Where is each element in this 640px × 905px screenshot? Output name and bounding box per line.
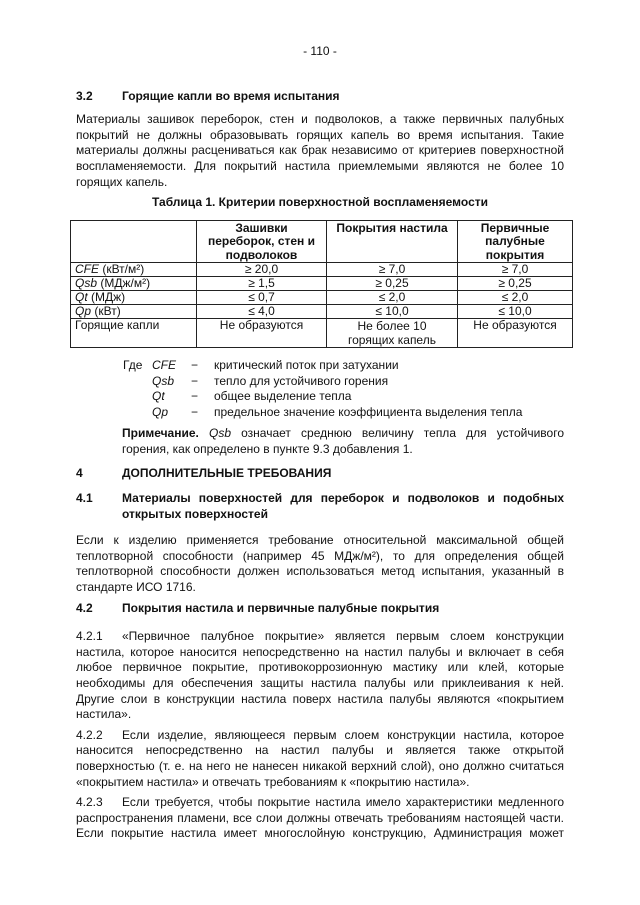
legend-spacer	[123, 405, 152, 421]
legend-description: критический поток при затухании	[214, 358, 399, 373]
table-header: Зашивки переборок, стен и подволоков	[197, 220, 327, 263]
table-cell: ≤ 0,7	[197, 291, 327, 305]
table-cell: Не образуются	[458, 319, 573, 348]
paragraph: Если к изделию применяется требование относительной максимальной общей теплотворной способности (например 45 МДж/м²), то для определения общей теплотворной способности должен использоваться метод испытания, указанный в стандарте ИСО 1716.	[76, 533, 564, 594]
table-cell: ≥ 7,0	[327, 263, 458, 277]
table-header: Покрытия настила	[327, 220, 458, 263]
legend-spacer	[123, 374, 152, 390]
para-text: «Первичное палубное покрытие» является первым слоем конструкции настила, которое наносится непосредственно на настил палубы и включает в себя любое первичное покрытие, противокоррозионную мастику или клей, которые необходимы для обеспечения защиты настила палубы или приклеивания к ней. Другие слои в конструкции настила поверх настила палубы являются «покрытием настила».	[76, 629, 564, 722]
section-number: 4.2	[76, 600, 93, 615]
note-text: означает среднюю величину тепла для устойчивого горения, как определено в пункте 9.3 добавления 1.	[122, 426, 564, 456]
table-row	[71, 319, 573, 348]
section-heading-4-1	[76, 491, 564, 522]
legend-symbol: Qp	[152, 404, 169, 419]
paragraph-4-2-3	[76, 795, 564, 842]
unit: (МДж/м²)	[97, 276, 151, 291]
table-header: Первичные палубные покрытия	[458, 220, 573, 263]
table-row	[71, 263, 573, 277]
para-number: 4.2.1	[76, 629, 103, 644]
section-heading-3-2	[76, 89, 564, 105]
table-caption: Таблица 1. Критерии поверхностной воспламеняемости	[151, 195, 488, 210]
row-label	[71, 263, 197, 277]
section-heading: Горящие капли во время испытания	[122, 88, 340, 103]
legend-dash: −	[191, 358, 199, 373]
table-cell: ≤ 10,0	[327, 305, 458, 319]
unit: Горящие капли	[75, 318, 160, 333]
table-cell: ≤ 10,0	[458, 305, 573, 319]
section-heading: Материалы поверхностей для переборок и подволоков и подобных открытых поверхностей	[122, 491, 564, 521]
paragraph-4-2-1	[76, 629, 564, 723]
table-header-row	[71, 220, 573, 263]
legend-description: общее выделение тепла	[214, 389, 352, 404]
symbol: Qp	[75, 304, 92, 319]
legend-description: предельное значение коэффициента выделения тепла	[214, 404, 523, 419]
para-text: Если требуется, чтобы покрытие настила имело характеристики медленного распространения пламени, все слои должны отвечать требованиям настоящей части. Если покрытие настила имеет многослойную конструкцию, Администрация может	[76, 795, 564, 841]
table-cell: ≥ 1,5	[197, 277, 327, 291]
section-heading: ДОПОЛНИТЕЛЬНЫЕ ТРЕБОВАНИЯ	[122, 466, 332, 481]
legend	[123, 358, 564, 420]
note-symbol: Qsb	[208, 426, 231, 441]
symbol: CFE	[75, 262, 99, 277]
legend-dash: −	[191, 389, 199, 404]
section-number: 4	[76, 466, 83, 481]
page-number: - 110 -	[303, 44, 337, 58]
symbol: Qsb	[75, 276, 98, 291]
legend-where: Где	[123, 358, 143, 373]
para-number: 4.2.3	[76, 795, 103, 810]
legend-description: тепло для устойчивого горения	[214, 373, 389, 388]
unit: (кВт)	[91, 304, 121, 319]
table-cell: Не более 10 горящих капель	[327, 319, 458, 348]
table-cell: ≤ 4,0	[197, 305, 327, 319]
section-number: 4.1	[76, 491, 93, 506]
legend-symbol: CFE	[152, 358, 176, 373]
legend-symbol: Qt	[152, 389, 165, 404]
table-cell: ≥ 0,25	[327, 277, 458, 291]
row-label	[71, 277, 197, 291]
para-text: Если изделие, являющееся первым слоем конструкции настила, которое наносится непосредственно на настил палубы и является также открытой поверхностью (т. е. на него не нанесен никакой верхний слой), оно должно считаться «покрытием настила» и отвечать требованиям к «покрытию настила».	[76, 727, 564, 789]
note-label: Примечание.	[122, 426, 199, 441]
section-heading: Покрытия настила и первичные палубные покрытия	[122, 600, 440, 615]
row-label	[71, 319, 197, 348]
legend-dash: −	[191, 373, 199, 388]
unit: (МДж)	[87, 290, 126, 305]
legend-symbol: Qsb	[152, 373, 175, 388]
paragraph: Материалы зашивок переборок, стен и подволоков, а также первичных палубных покрытий не должны образовывать горящих капель во время испытания. Такие материалы должны расцениваться как брак независимо от критериев поверхностной воспламеняемости. Для покрытий настила приемлемыми являются не более 10 горящих капель.	[76, 112, 564, 189]
table-cell: Не образуются	[197, 319, 327, 348]
section-heading-4-2	[76, 601, 564, 617]
section-heading-4	[76, 466, 564, 482]
criteria-table	[70, 220, 573, 349]
table-row	[71, 291, 573, 305]
note	[122, 426, 564, 457]
row-label	[71, 291, 197, 305]
table-header	[71, 220, 197, 263]
unit: (кВт/м²)	[99, 262, 145, 277]
table-row	[71, 305, 573, 319]
legend-spacer	[123, 389, 152, 405]
table-cell: ≥ 7,0	[458, 263, 573, 277]
row-label	[71, 305, 197, 319]
table-cell: ≤ 2,0	[327, 291, 458, 305]
table-row	[71, 277, 573, 291]
para-number: 4.2.2	[76, 727, 103, 742]
table-cell: ≥ 20,0	[197, 263, 327, 277]
section-number: 3.2	[76, 88, 93, 103]
table-cell: ≥ 0,25	[458, 277, 573, 291]
symbol: Qt	[75, 290, 88, 305]
table-cell: ≤ 2,0	[458, 291, 573, 305]
paragraph-4-2-2	[76, 728, 564, 790]
legend-dash: −	[191, 404, 199, 419]
